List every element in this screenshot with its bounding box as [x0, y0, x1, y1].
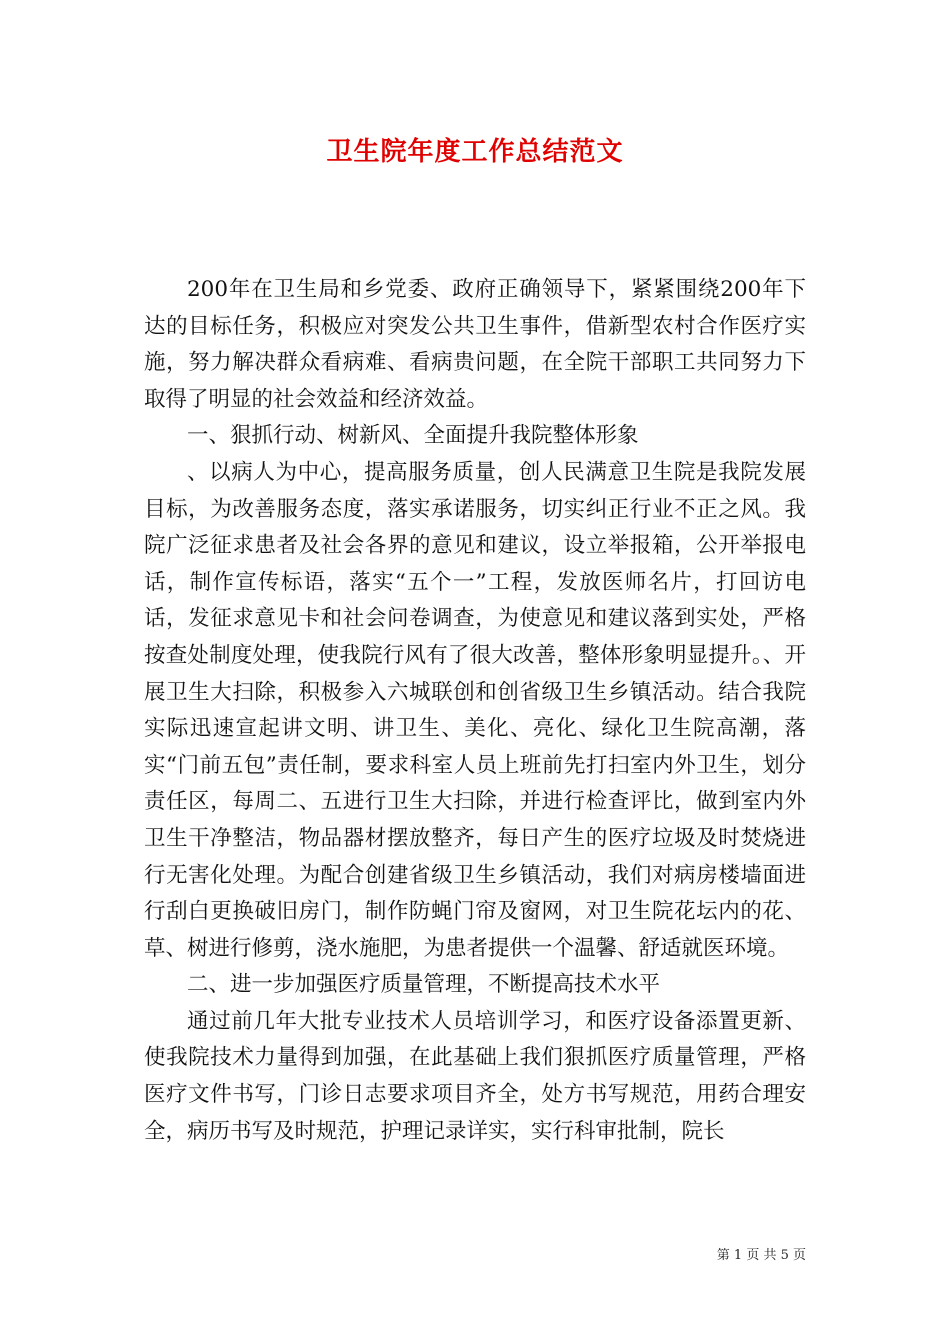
document-body — [144, 272, 806, 1150]
paragraph-section-2: 通过前几年大批专业技术人员培训学习，和医疗设备添置更新、使我院技术力量得到加强，在此基础上我们狠抓医疗质量管理，严格医疗文件书写，门诊日志要求项目齐全，处方书写规范，用药合理安全，病历书写及时规范，护理记录详实，实行科审批制，院长 — [144, 1008, 806, 1144]
page-number-footer: 第 1 页 共 5 页 — [716, 1248, 806, 1263]
paragraph-section-1: 、以病人为中心，提高服务质量，创人民满意卫生院是我院发展目标，为改善服务态度，落实承诺服务，切实纠正行业不正之风。我院广泛征求患者及社会各界的意见和建议，设立举报箱，公开举报电话，制作宣传标语，落实“五个一”工程，发放医师名片，打回访电话，发征求意见卡和社会问卷调查，为使意见和建议落到实处，严格按查处制度处理，使我院行风有了很大改善，整体形象明显提升。、开展卫生大扫除，积极参入六城联创和创省级卫生乡镇活动。结合我院实际迅速宣起讲文明、讲卫生、美化、亮化、绿化卫生院高潮，落实“门前五包”责任制，要求科室人员上班前先打扫室内外卫生，划分责任区，每周二、五进行卫生大扫除，并进行检查评比，做到室内外卫生干净整洁，物品器材摆放整齐，每日产生的医疗垃圾及时焚烧进行无害化处理。为配合创建省级卫生乡镇活动，我们对病房楼墙面进行刮白更换破旧房门，制作防蝇门帘及窗网，对卫生院花坛内的花、草、树进行修剪，浇水施肥，为患者提供一个温馨、舒适就医环境。 — [144, 459, 806, 961]
section-heading-2: 二、进一步加强医疗质量管理，不断提高技术水平 — [187, 972, 661, 998]
document-title: 卫生院年度工作总结范文 — [326, 137, 624, 167]
paragraph-intro: 200年在卫生局和乡党委、政府正确领导下，紧紧围绕200年下达的目标任务，积极应对突发公共卫生事件，借新型农村合作医疗实施，努力解决群众看病难、看病贵问题，在全院干部职工共同努力下取得了明显的社会效益和经济效益。 — [144, 277, 806, 412]
section-heading-1: 一、狠抓行动、树新风、全面提升我院整体形象 — [187, 423, 639, 449]
